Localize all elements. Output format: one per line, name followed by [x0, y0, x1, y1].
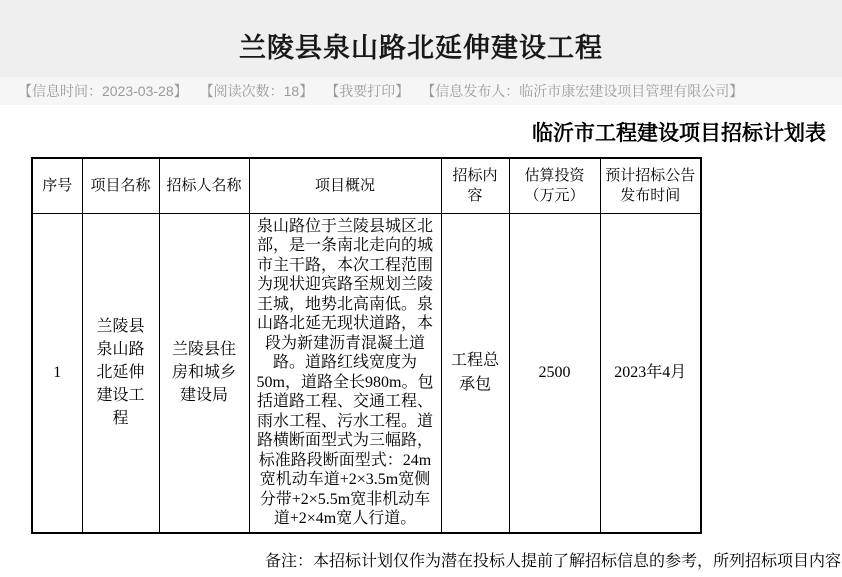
col-header-announce-time: 预计招标公告发布时间: [600, 158, 701, 213]
cell-seq: 1: [32, 213, 82, 533]
col-header-tenderee: 招标人名称: [159, 158, 249, 213]
content-area: [0, 105, 842, 571]
cell-announce-time: 2023年4月: [600, 213, 701, 533]
title-band: [0, 0, 842, 77]
col-header-project-name: 项目名称: [82, 158, 159, 213]
cell-overview: 泉山路位于兰陵县城区北部，是一条南北走向的城市主干路，本次工程范围为现状迎宾路至规划兰陵王城，地势北高南低。泉山路北延无现状道路，本段为新建沥青混凝土道路。道路红线宽度为50m，道路全长980m。包括道路工程、交通工程、雨水工程、污水工程。道路横断面型式为三幅路，标准路段断面型式：24m宽机动车道+2×3.5m宽侧分带+2×5.5m宽非机动车道+2×4m宽人行道。: [249, 213, 441, 533]
cell-project-name: 兰陵县泉山路北延伸建设工程: [82, 213, 159, 533]
cell-investment: 2500: [509, 213, 600, 533]
info-publisher: 【信息发布人：临沂市康宏建设项目管理有限公司】: [421, 83, 744, 99]
table-row: [32, 213, 701, 533]
table-header-row: [32, 158, 701, 213]
col-header-investment: 估算投资（万元）: [509, 158, 600, 213]
cell-bid-content: 工程总承包: [441, 213, 509, 533]
col-header-seq: 序号: [32, 158, 82, 213]
info-bar: [0, 77, 842, 105]
page-title: 兰陵县泉山路北延伸建设工程: [239, 33, 603, 63]
footer-note: 备注：本招标计划仅作为潜在投标人提前了解招标信息的参考，所列招标项目内容: [265, 552, 842, 570]
info-view-count: 【阅读次数：18】: [199, 83, 314, 99]
print-button[interactable]: 【我要打印】: [325, 83, 410, 99]
col-header-overview: 项目概况: [249, 158, 441, 213]
table-title: 临沂市工程建设项目招标计划表: [532, 121, 826, 145]
bidding-plan-table: [31, 157, 702, 534]
col-header-bid-content: 招标内容: [441, 158, 509, 213]
info-time: 【信息时间：2023-03-28】: [18, 83, 188, 99]
cell-tenderee: 兰陵县住房和城乡建设局: [159, 213, 249, 533]
